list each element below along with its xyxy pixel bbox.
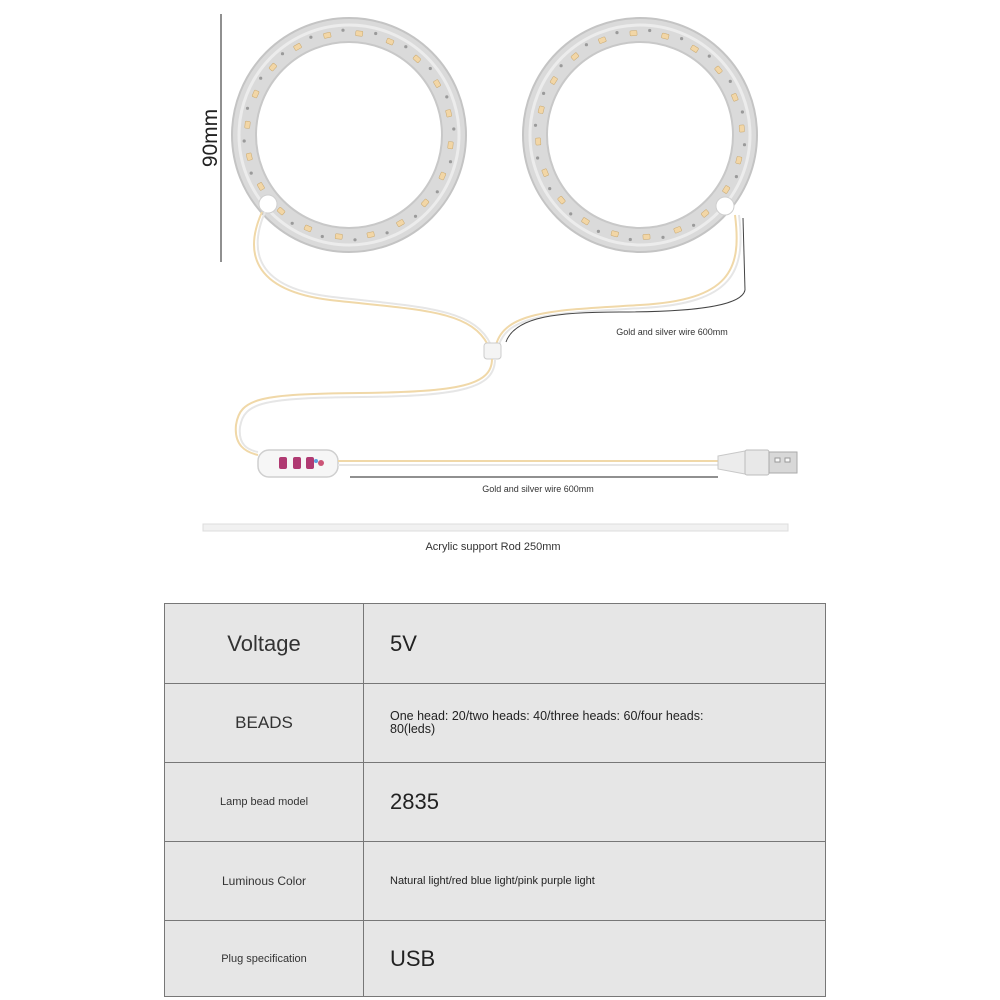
smd-component xyxy=(341,29,344,32)
spec-value xyxy=(364,684,826,763)
smd-component xyxy=(243,139,246,142)
smd-component xyxy=(560,64,563,67)
led-bead xyxy=(630,30,637,35)
spec-key: Plug specification xyxy=(165,921,364,997)
usb-plug xyxy=(718,450,797,475)
smd-component xyxy=(692,224,695,227)
smd-component xyxy=(445,95,448,98)
inline-controller xyxy=(258,450,338,477)
smd-component xyxy=(353,238,356,241)
led-bead xyxy=(535,138,540,145)
smd-component xyxy=(404,45,407,48)
smd-component xyxy=(534,124,537,127)
smd-component xyxy=(708,55,711,58)
smd-component xyxy=(743,143,746,146)
spec-row-luminous-color xyxy=(165,842,826,921)
controller-button-2 xyxy=(293,457,301,469)
led-bead xyxy=(245,121,251,128)
spec-value: 5V xyxy=(364,604,826,684)
ring-wire-label: Gold and silver wire 600mm xyxy=(616,327,728,337)
smd-component xyxy=(246,107,249,110)
spec-row-lamp-bead-model xyxy=(165,763,826,842)
smd-component xyxy=(597,230,600,233)
smd-component xyxy=(615,31,618,34)
led-bead xyxy=(739,125,744,132)
smd-component xyxy=(281,52,284,55)
height-label: 90mm xyxy=(199,108,222,168)
smd-component xyxy=(414,215,417,218)
spec-key: BEADS xyxy=(165,684,364,763)
smd-component xyxy=(741,110,744,113)
controller-button-1 xyxy=(279,457,287,469)
right-ring-mount-hole xyxy=(716,197,734,215)
smd-component xyxy=(661,236,664,239)
spec-key: Voltage xyxy=(165,604,364,684)
usb-wire-label: Gold and silver wire 600mm xyxy=(482,484,594,494)
smd-component xyxy=(648,29,651,32)
spec-key: Lamp bead model xyxy=(165,763,364,842)
smd-component xyxy=(735,175,738,178)
controller-button-3 xyxy=(306,457,314,469)
smd-component xyxy=(386,231,389,234)
usb-wire xyxy=(338,461,718,465)
spec-value: USB xyxy=(364,921,826,997)
smd-component xyxy=(452,127,455,130)
acrylic-rod xyxy=(203,524,788,531)
smd-component xyxy=(729,80,732,83)
spec-key: Luminous Color xyxy=(165,842,364,921)
led-bead xyxy=(335,234,342,240)
smd-component xyxy=(374,32,377,35)
smd-component xyxy=(449,160,452,163)
smd-component xyxy=(259,77,262,80)
smd-component xyxy=(436,190,439,193)
left-led-ring xyxy=(232,18,466,252)
smd-component xyxy=(629,238,632,241)
smd-component xyxy=(536,156,539,159)
spec-row-beads xyxy=(165,684,826,763)
smd-component xyxy=(548,187,551,190)
smd-component xyxy=(250,172,253,175)
smd-component xyxy=(429,67,432,70)
smd-component xyxy=(569,212,572,215)
wire-splitter xyxy=(484,343,501,359)
smd-component xyxy=(585,43,588,46)
smd-component xyxy=(291,222,294,225)
smd-component xyxy=(309,36,312,39)
right-led-ring xyxy=(523,18,757,252)
led-bead xyxy=(355,31,362,37)
spec-row-voltage xyxy=(165,604,826,684)
ring-wire-dimension xyxy=(743,218,745,290)
led-bead xyxy=(448,141,454,148)
spec-value-text: One head: 20/two heads: 40/three heads: 60/four heads: 80(leds) xyxy=(390,709,704,736)
spec-value: Natural light/red blue light/pink purple light xyxy=(364,842,826,921)
smd-component xyxy=(321,235,324,238)
smd-component xyxy=(680,37,683,40)
left-ring-mount-hole xyxy=(259,195,277,213)
smd-component xyxy=(542,92,545,95)
rod-label: Acrylic support Rod 250mm xyxy=(425,541,561,553)
spec-table xyxy=(164,603,826,997)
spec-row-plug-specification xyxy=(165,921,826,997)
controller-wire xyxy=(236,359,495,455)
spec-value: 2835 xyxy=(364,763,826,842)
led-bead xyxy=(643,234,650,239)
